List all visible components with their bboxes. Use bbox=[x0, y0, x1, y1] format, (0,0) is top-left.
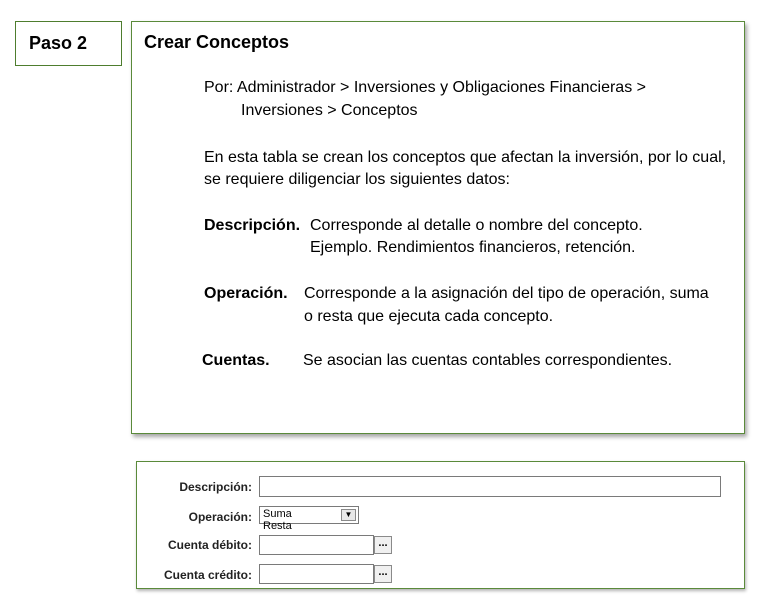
term-cuentas: Cuentas. bbox=[202, 352, 270, 369]
definition-operacion-line2: o resta que ejecuta cada concepto. bbox=[304, 308, 554, 325]
navigation-path-line2: Inversiones > Conceptos bbox=[241, 102, 418, 119]
definition-descripcion-line2: Ejemplo. Rendimientos financieros, retención. bbox=[310, 239, 636, 256]
term-descripcion: Descripción. bbox=[204, 217, 301, 234]
cuenta-debito-label: Cuenta débito: bbox=[168, 538, 252, 552]
definition-operacion-line1: Corresponde a la asignación del tipo de operación, suma bbox=[304, 285, 709, 302]
chevron-down-icon[interactable]: ▼ bbox=[341, 509, 356, 521]
definition-descripcion-line1: Corresponde al detalle o nombre del concepto. bbox=[310, 217, 643, 234]
intro-text-line2: se requiere diligenciar los siguientes datos: bbox=[204, 171, 510, 188]
instructions-panel bbox=[131, 21, 745, 434]
concept-form bbox=[136, 461, 745, 589]
cuenta-debito-input[interactable] bbox=[259, 535, 374, 555]
descripcion-label: Descripción: bbox=[179, 480, 252, 494]
cuenta-credito-label: Cuenta crédito: bbox=[163, 568, 252, 582]
navigation-path-line1: Por: Administrador > Inversiones y Obligaciones Financieras > bbox=[204, 79, 646, 96]
intro-text-line1: En esta tabla se crean los conceptos que afectan la inversión, por lo cual, bbox=[204, 149, 727, 166]
operacion-label: Operación: bbox=[188, 510, 252, 524]
cuenta-credito-input[interactable] bbox=[259, 564, 374, 584]
cuenta-credito-lookup-button[interactable]: ... bbox=[374, 565, 392, 583]
descripcion-input[interactable] bbox=[259, 476, 721, 497]
cuenta-debito-lookup-button[interactable]: ... bbox=[374, 536, 392, 554]
operacion-option-resta[interactable]: Resta bbox=[263, 520, 292, 532]
operacion-option-suma[interactable]: Suma bbox=[263, 508, 292, 520]
section-title: Crear Conceptos bbox=[144, 32, 290, 52]
step-label: Paso 2 bbox=[15, 21, 122, 66]
definition-cuentas: Se asocian las cuentas contables correspondientes. bbox=[303, 352, 673, 369]
term-operacion: Operación. bbox=[204, 285, 288, 302]
operacion-select[interactable] bbox=[259, 506, 359, 532]
